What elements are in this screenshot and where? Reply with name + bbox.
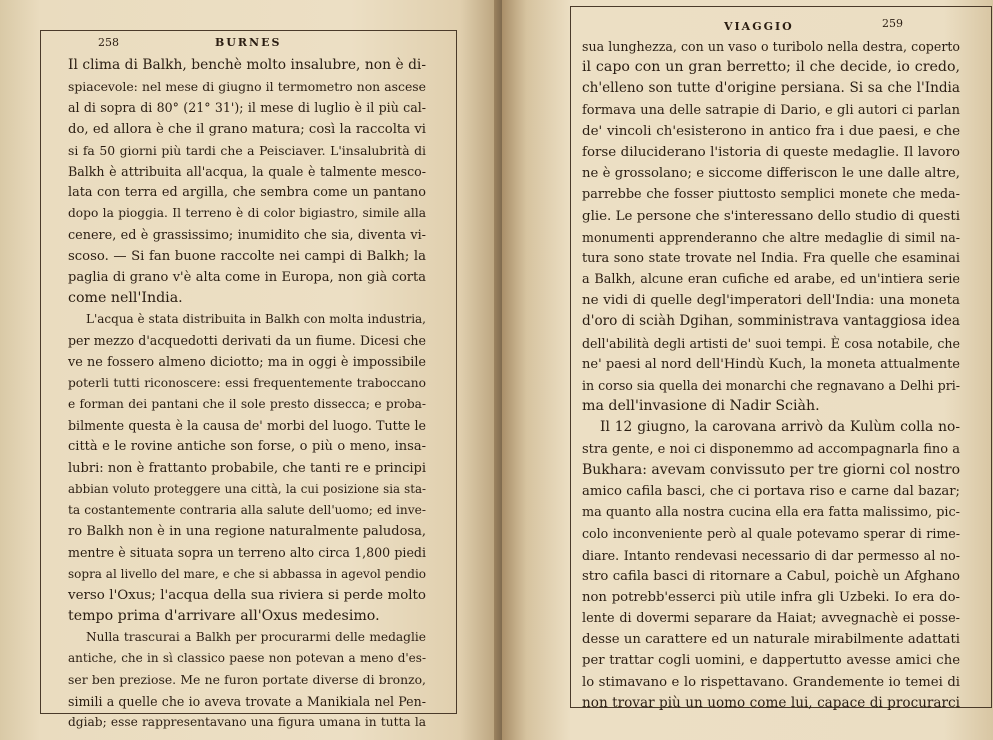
page-number: 259: [882, 17, 903, 30]
text-line: lata con terra ed argilla, che sembra come un pantano: [68, 185, 426, 201]
text-line: si fa 50 giorni più tardi che a Peisciaver. L'insalubrità di: [68, 142, 426, 158]
text-line: dgiab; esse rappresentavano una figura umana in tutta la: [68, 714, 426, 729]
text-line: ne è grossolano; e siccome differiscon le une dalle altre,: [582, 166, 960, 182]
text-line: monumenti apprenderanno che altre medaglie di simil na-: [582, 229, 960, 245]
text-line: lente di dovermi separare da Haiat; avvegnachè ei posse-: [582, 611, 960, 627]
text-line: lubri: non è frattanto probabile, che tanti re e principi: [68, 460, 426, 476]
text-line: paglia di grano v'è alta come in Europa, non già corta: [68, 269, 426, 285]
text-line: il capo con un gran berretto; il che decide, io credo,: [582, 59, 960, 76]
text-line: per trattar cogli uomini, e dappertutto avesse amici che: [582, 653, 960, 669]
text-line: Balkh è attribuita all'acqua, la quale è talmente mesco-: [68, 163, 426, 179]
text-line: stra gente, e noi ci disponemmo ad accompagnarla fino a: [582, 441, 960, 457]
text-line: tempo prima d'arrivare all'Oxus medesimo.: [68, 607, 380, 624]
text-line: per mezzo d'acquedotti derivati da un fiume. Dicesi che: [68, 333, 426, 349]
text-line: ma quanto alla nostra cucina ella era fatta malissimo, pic-: [582, 505, 960, 521]
text-line: glie. Le persone che s'interessano dello studio di questi: [582, 208, 960, 224]
text-line: Il clima di Balkh, benchè molto insalubre, non è di-: [68, 57, 426, 73]
text-line: tura sono state trovate nel India. Fra quelle che esaminai: [582, 250, 960, 266]
text-line: diare. Intanto rendevasi necessario di dar permesso al no-: [582, 547, 960, 563]
text-line: ta costantemente contraria alla salute dell'uomo; ed inve-: [68, 502, 426, 517]
right-page: [502, 0, 993, 740]
running-head: VIAGGIO: [724, 20, 794, 33]
text-line: ch'elleno son tutte d'origine persiana. Si sa che l'India: [582, 80, 960, 97]
text-line: dell'abilità degli artisti de' suoi tempi. È cosa notabile, che: [582, 335, 960, 351]
running-head: BURNES: [215, 36, 282, 49]
text-line: L'acqua è stata distribuita in Balkh con molta industria,: [86, 312, 426, 327]
text-line: Il 12 giugno, la carovana arrivò da Kulùm colla no-: [600, 419, 960, 436]
text-line: stro cafila basci di ritornare a Cabul, poichè un Afghano: [582, 568, 960, 584]
text-line: Bukhara: avevam convissuto per tre giorni col nostro: [582, 461, 960, 478]
text-line: abbian voluto proteggere una città, la cui posizione sia sta-: [68, 481, 426, 496]
text-line: sopra al livello del mare, e che si abbassa in agevol pendio: [68, 566, 426, 581]
text-line: mentre è situata sopra un terreno alto circa 1,800 piedi: [68, 545, 426, 561]
text-line: al di sopra di 80° (21° 31'); il mese di luglio è il più cal-: [68, 100, 426, 116]
text-line: scoso. — Si fan buone raccolte nei campi di Balkh; la: [68, 248, 426, 264]
text-line: ne vidi di quelle degl'imperatori dell'India: una moneta: [582, 293, 960, 309]
text-line: ne' paesi al nord dell'Hindù Kuch, la moneta attualmente: [582, 356, 960, 372]
text-line: cenere, ed è grassissimo; inumidito che sia, diventa vi-: [68, 227, 426, 243]
text-line: bilmente questa è la causa de' morbi del luogo. Tutte le: [68, 418, 426, 434]
text-line: non trovar più un uomo come lui, capace di procurarci: [582, 694, 960, 711]
text-line: de' vincoli ch'esisterono in antico fra i due paesi, e che: [582, 123, 960, 139]
left-page-text: [68, 55, 426, 733]
text-line: sua lunghezza, con un vaso o turibolo nella destra, coperto: [582, 39, 960, 54]
page-number: 258: [98, 36, 119, 49]
text-line: ser ben preziose. Me ne furon portate diverse di bronzo,: [68, 672, 426, 688]
text-line: Nulla trascurai a Balkh per procurarmi delle medaglie: [86, 630, 426, 645]
text-line: spiacevole: nel mese di giugno il termometro non ascese: [68, 79, 426, 95]
text-line: poterli tutti riconoscere: essi frequentemente traboccano: [68, 375, 426, 390]
text-line: d'oro di sciàh Dgihan, somministrava vantaggiosa idea: [582, 313, 960, 330]
text-line: e forman dei pantani che il sole presto dissecca; e proba-: [68, 397, 426, 411]
text-line: forse diluciderano l'istoria di queste medaglie. Il lavoro: [582, 144, 960, 160]
text-line: in corso sia quella dei monarchi che regnavano a Delhi pri-: [582, 378, 960, 393]
text-line: lo stimavano e lo rispettavano. Grandemente io temei di: [582, 674, 960, 690]
text-line: ve ne fossero almeno diciotto; ma in oggi è impossibile: [68, 354, 426, 370]
text-line: parrebbe che fosser piuttosto semplici monete che meda-: [582, 187, 960, 203]
text-line: non potrebb'esserci più utile infra gli Uzbeki. Io era do-: [582, 589, 960, 605]
text-line: formava una delle satrapie di Dario, e gli autori ci parlan: [582, 102, 960, 118]
text-line: ro Balkh non è in una regione naturalmente paludosa,: [68, 524, 426, 540]
right-page-text: [582, 36, 960, 714]
text-line: dopo la pioggia. Il terreno è di color bigiastro, simile alla: [68, 206, 426, 221]
text-line: amico cafila basci, che ci portava riso e carne dal bazar;: [582, 483, 960, 499]
text-line: simili a quelle che io aveva trovate a Manikiala nel Pen-: [68, 693, 426, 709]
text-line: verso l'Oxus; l'acqua della sua riviera si perde molto: [68, 587, 426, 603]
text-line: desse un carattere ed un naturale mirabilmente adattati: [582, 632, 960, 648]
text-line: colo inconveniente però al quale potevamo sperar di rime-: [582, 526, 960, 542]
text-line: antiche, che in sì classico paese non potevan a meno d'es-: [68, 651, 426, 666]
text-line: a Balkh, alcune eran cufiche ed arabe, ed un'intiera serie: [582, 272, 960, 288]
text-line: come nell'India.: [68, 290, 183, 307]
text-line: città e le rovine antiche son forse, o più o meno, insa-: [68, 439, 426, 455]
text-line: ma dell'invasione di Nadir Sciàh.: [582, 398, 820, 415]
text-line: do, ed allora è che il grano matura; così la raccolta vi: [68, 121, 426, 137]
